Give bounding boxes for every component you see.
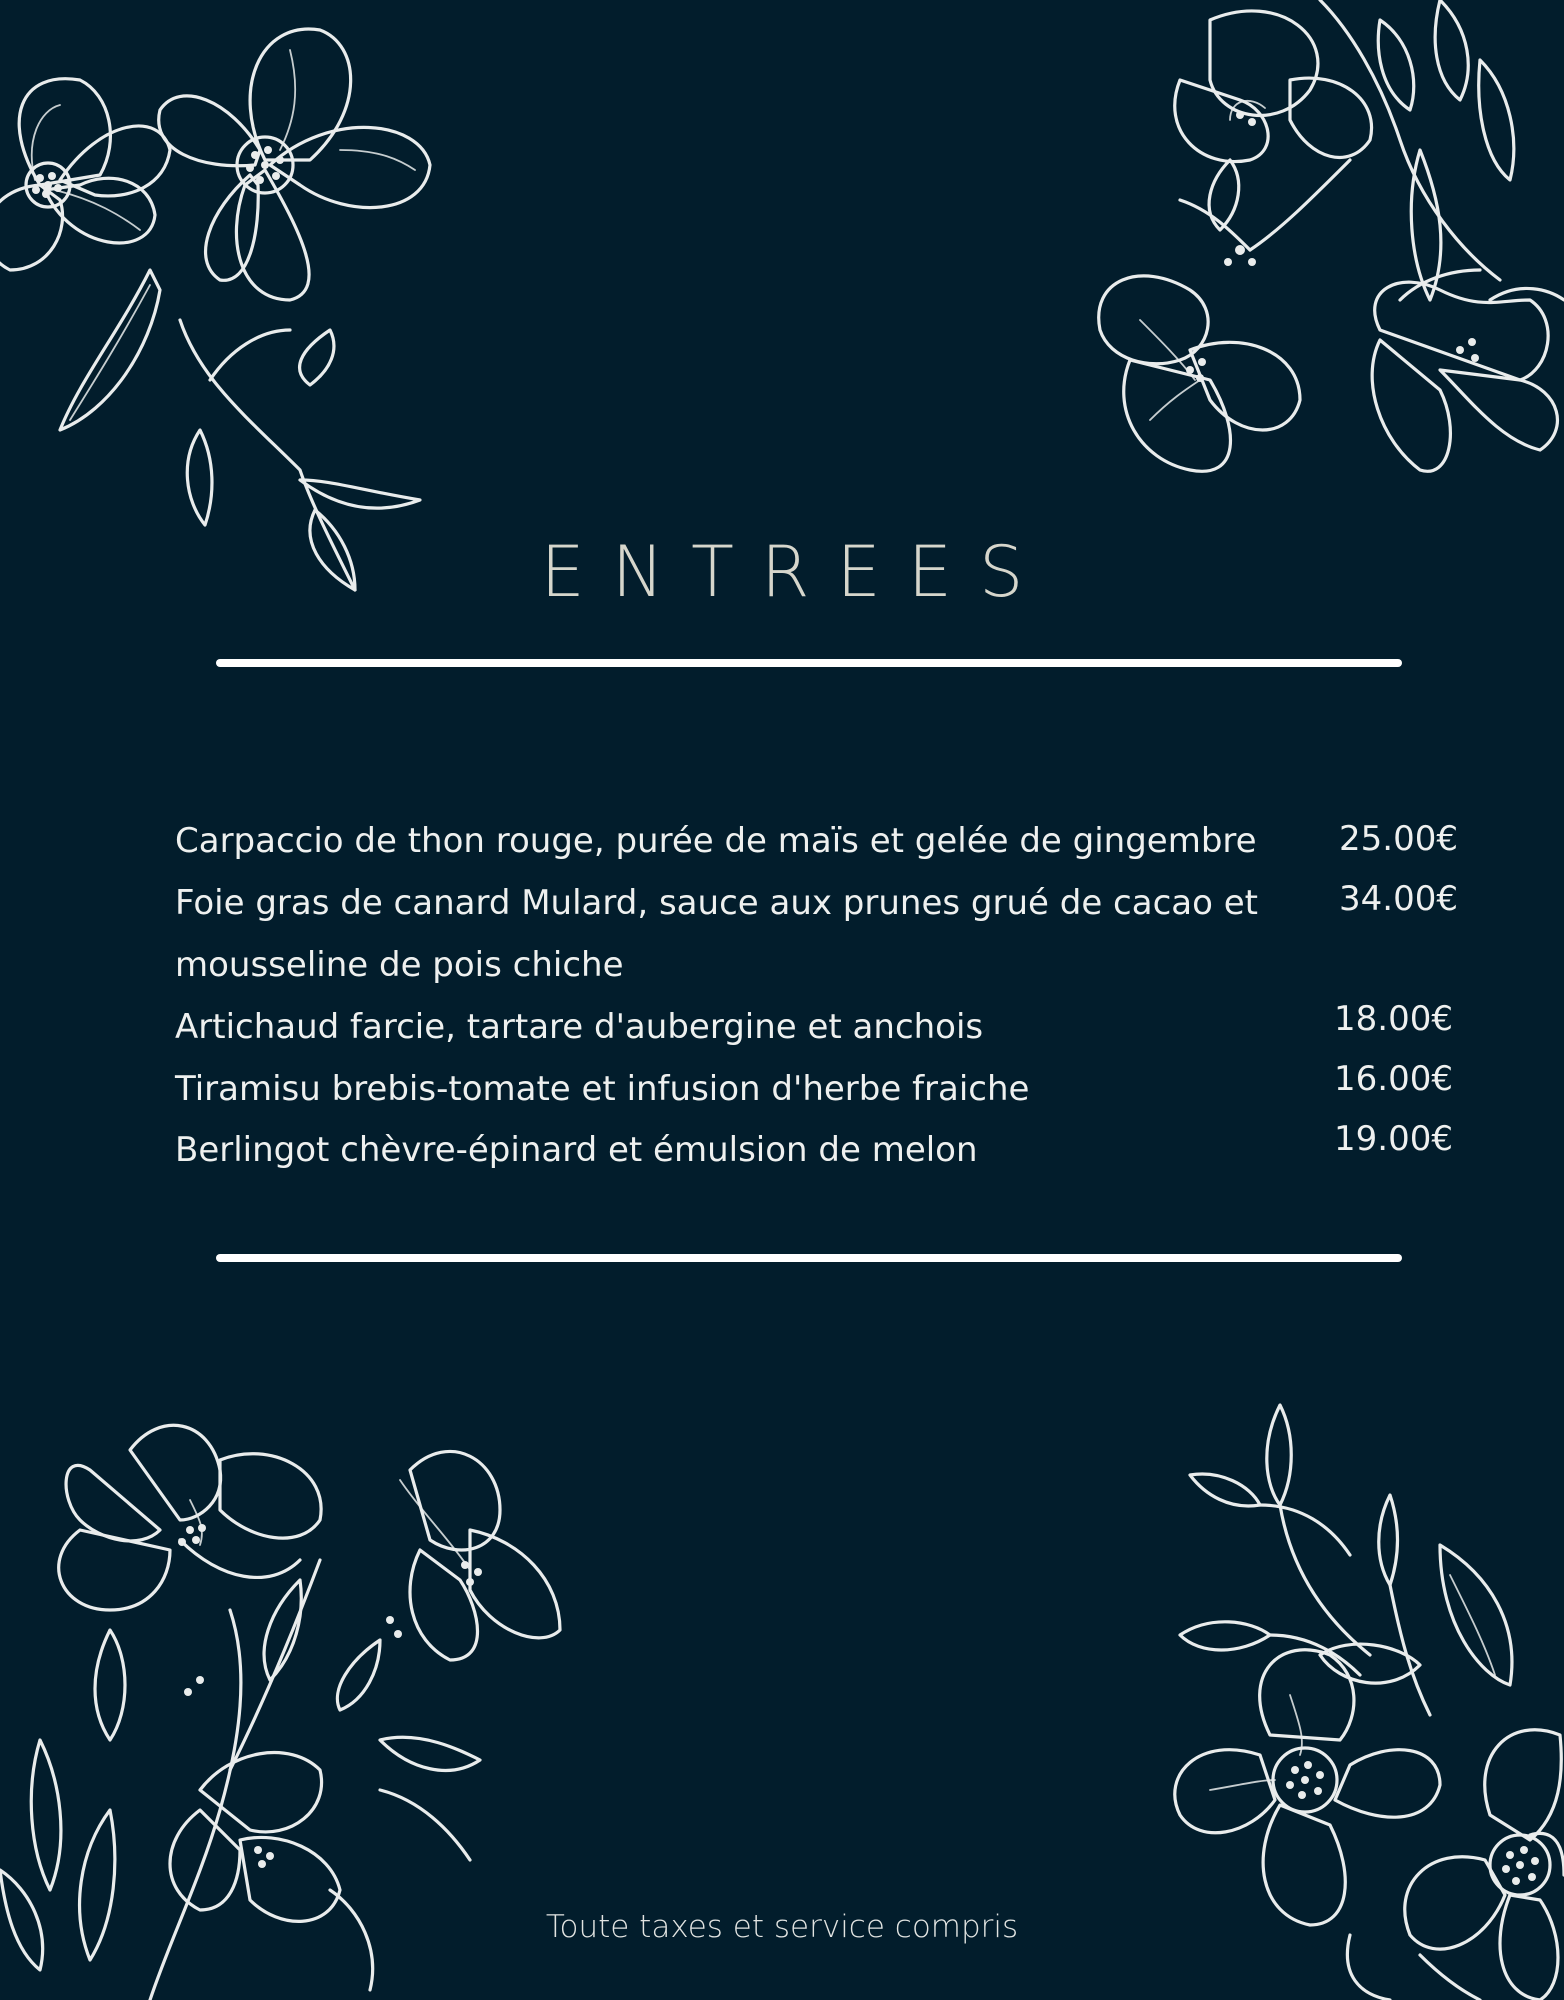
menu-item-price: 34.00€ <box>1339 879 1458 919</box>
footer-note: Toute taxes et service compris <box>545 1909 1019 1945</box>
menu-item-name-continued: mousseline de pois chiche <box>175 945 624 985</box>
menu-item-name: Artichaud farcie, tartare d'aubergine et anchois <box>175 1007 984 1047</box>
menu-title: ENTREES <box>540 531 1051 613</box>
menu-item-name: Tiramisu brebis-tomate et infusion d'herbe fraiche <box>175 1069 1030 1109</box>
menu-item-name: Foie gras de canard Mulard, sauce aux prunes grué de cacao et <box>175 883 1258 923</box>
bottom-divider <box>216 1254 1402 1262</box>
menu-item-name: Berlingot chèvre-épinard et émulsion de melon <box>175 1130 978 1170</box>
menu-item-price: 19.00€ <box>1334 1119 1453 1159</box>
menu-item-name: Carpaccio de thon rouge, purée de maïs et gelée de gingembre <box>175 821 1257 861</box>
menu-item-price: 16.00€ <box>1334 1059 1453 1099</box>
menu-item-price: 25.00€ <box>1339 819 1458 859</box>
menu-item-price: 18.00€ <box>1334 999 1453 1039</box>
